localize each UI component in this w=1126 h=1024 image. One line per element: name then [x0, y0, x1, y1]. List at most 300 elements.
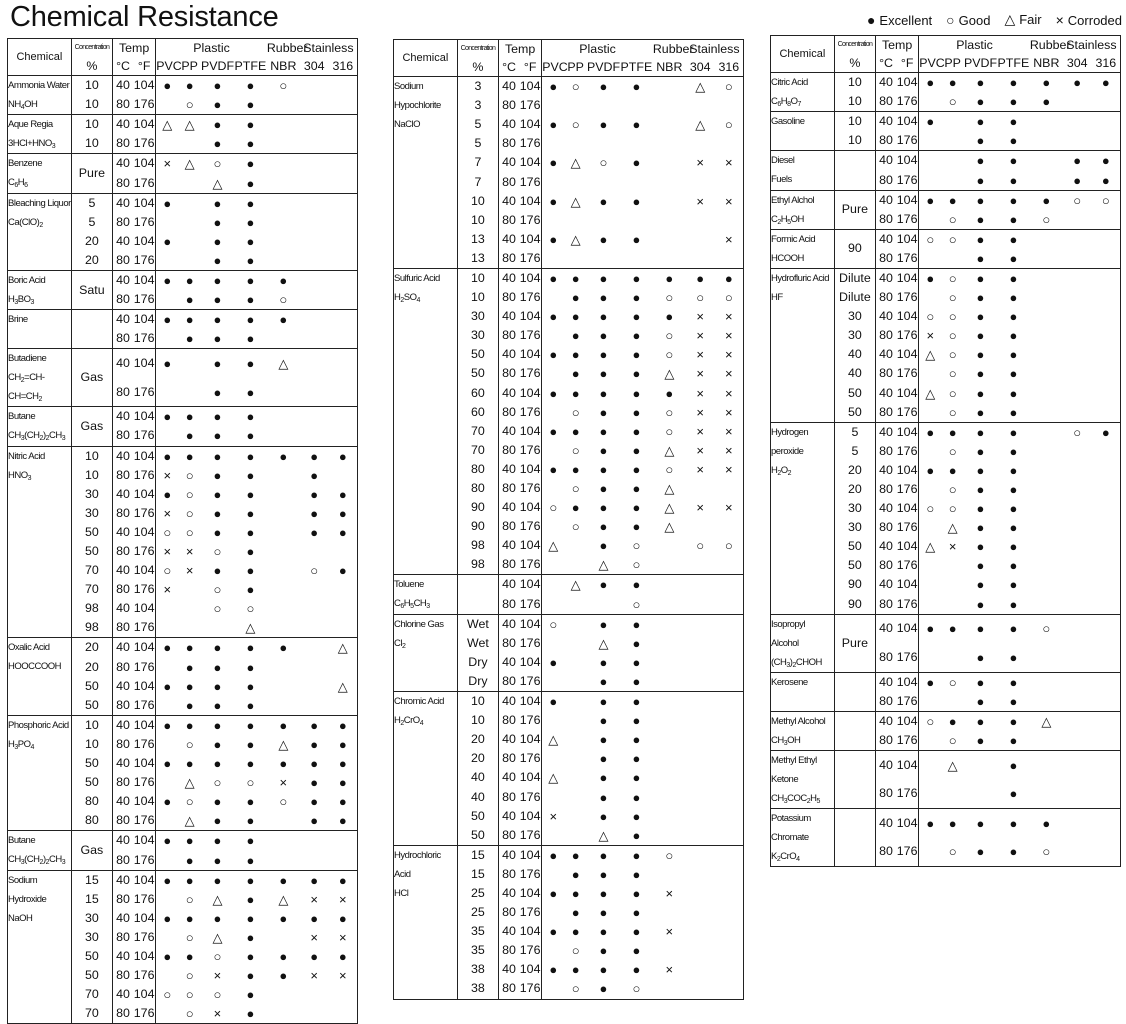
- excellent-icon: ●: [1009, 596, 1018, 612]
- temp-c-cell: 40: [498, 845, 519, 865]
- temp-f-cell: 176: [519, 555, 542, 575]
- rating-cell: [542, 441, 565, 460]
- good-icon: ○: [632, 557, 641, 573]
- table-row: [8, 349, 358, 378]
- rating-cell: [267, 154, 300, 174]
- temp-f-cell: 104: [896, 751, 919, 780]
- rating-cell: [156, 618, 179, 638]
- concentration-cell: [834, 692, 875, 712]
- excellent-icon: ●: [1009, 404, 1018, 420]
- page-title: Chemical Resistance: [10, 1, 279, 33]
- excellent-icon: ●: [267, 638, 300, 658]
- excellent-icon: ●: [246, 736, 255, 752]
- excellent-icon: ●: [201, 715, 234, 735]
- rating-cell: [300, 115, 329, 135]
- rating-cell: [715, 653, 744, 672]
- excellent-icon: ●: [338, 524, 347, 540]
- excellent-icon: ●: [549, 347, 558, 363]
- rating-cell: [1030, 442, 1063, 461]
- corroded-icon: ×: [339, 968, 347, 984]
- good-icon: ○: [213, 601, 222, 617]
- rating-cell: [653, 192, 686, 211]
- excellent-icon: ●: [185, 756, 194, 772]
- fair-icon: △: [184, 813, 195, 829]
- excellent-icon: ●: [246, 1006, 255, 1022]
- excellent-icon: ●: [620, 268, 653, 288]
- excellent-icon: ●: [267, 270, 300, 290]
- rating-cell: [964, 751, 997, 780]
- temp-f-cell: 176: [519, 364, 542, 383]
- table-row: [394, 575, 744, 595]
- chemical-name: Butane $CH_3(CH_2)_2CH_3$: [8, 831, 72, 870]
- temp-c-cell: 40: [116, 910, 130, 925]
- temp-c-cell: 80: [502, 789, 516, 804]
- temp-f-cell: 176: [519, 672, 542, 692]
- concentration-cell: 70: [457, 422, 498, 441]
- excellent-icon: ●: [549, 155, 558, 171]
- temp-f-cell: 104: [519, 884, 542, 903]
- concentration-cell: 5: [457, 134, 498, 153]
- col-header-ptfe: PTFE: [234, 57, 267, 76]
- rating-cell: [542, 555, 565, 575]
- temp-f-cell: 176: [896, 480, 919, 499]
- corroded-icon: ×: [163, 544, 172, 560]
- corroded-icon: ×: [725, 423, 733, 439]
- excellent-icon: ●: [338, 736, 347, 752]
- temp-c-cell: 40: [875, 422, 896, 442]
- rating-cell: [178, 173, 201, 193]
- excellent-icon: ●: [1009, 577, 1018, 593]
- rating-cell: [329, 658, 358, 677]
- excellent-icon: ●: [156, 715, 179, 735]
- rating-cell: [686, 768, 715, 787]
- temp-f-cell: 176: [896, 692, 919, 712]
- temp-f-cell: 176: [519, 595, 542, 615]
- fair-icon: △: [212, 929, 223, 945]
- concentration-cell: 40: [834, 345, 875, 364]
- rating-cell: [1030, 131, 1063, 151]
- excellent-icon: ●: [246, 987, 255, 1003]
- rating-cell: [1030, 112, 1063, 132]
- concentration-cell: 70: [71, 985, 112, 1004]
- rating-cell: [329, 407, 358, 427]
- rating-cell: [919, 210, 942, 230]
- rating-cell: [1063, 364, 1092, 383]
- rating-cell: [1063, 731, 1092, 751]
- excellent-icon: ●: [310, 756, 319, 772]
- rating-cell: [653, 653, 686, 672]
- excellent-icon: ●: [632, 905, 641, 921]
- excellent-icon: ●: [338, 948, 347, 964]
- temp-c-cell: 40: [498, 77, 519, 97]
- excellent-icon: ●: [919, 422, 942, 442]
- rating-cell: [1030, 345, 1063, 364]
- temp-c-cell: 80: [116, 428, 130, 443]
- concentration-cell: 50: [834, 537, 875, 556]
- rating-cell: [941, 170, 964, 190]
- temp-f-cell: 176: [133, 95, 156, 115]
- rating-cell: [1063, 461, 1092, 480]
- rating-cell: [329, 290, 358, 310]
- excellent-icon: ●: [246, 486, 255, 502]
- rating-cell: [542, 517, 565, 536]
- temp-c-cell: 80: [502, 713, 516, 728]
- rating-cell: [156, 966, 179, 985]
- good-icon: ○: [213, 987, 222, 1003]
- concentration-cell: 60: [457, 384, 498, 403]
- excellent-icon: ●: [246, 968, 255, 984]
- excellent-icon: ●: [620, 692, 653, 712]
- temp-c-cell: 80: [879, 558, 893, 573]
- excellent-icon: ●: [267, 870, 300, 890]
- rating-cell: [329, 466, 358, 485]
- excellent-icon: ●: [715, 268, 744, 288]
- rating-cell: [300, 407, 329, 427]
- temp-f-cell: 104: [896, 575, 919, 594]
- rating-cell: [1063, 384, 1092, 403]
- temp-c-cell: 40: [502, 962, 516, 977]
- temp-c-cell: 80: [502, 98, 516, 113]
- rating-cell: [329, 831, 358, 851]
- excellent-icon: ●: [941, 422, 964, 442]
- temp-c-cell: 40: [502, 231, 516, 246]
- concentration-cell: 7: [457, 172, 498, 191]
- excellent-icon: ●: [599, 347, 608, 363]
- temp-f-cell: 176: [519, 172, 542, 191]
- temp-c-cell: 40: [875, 268, 896, 288]
- rating-cell: [686, 884, 715, 903]
- temp-c-cell: 40: [112, 638, 133, 658]
- chemical-header: Chemical: [394, 40, 458, 77]
- excellent-icon: ●: [201, 349, 234, 378]
- excellent-icon: ●: [178, 715, 201, 735]
- excellent-icon: ●: [632, 635, 641, 651]
- temp-header: Temp: [498, 40, 541, 59]
- rating-cell: [1063, 614, 1092, 643]
- good-icon: ○: [213, 582, 222, 598]
- excellent-icon: ●: [632, 808, 641, 824]
- excellent-icon: ●: [338, 563, 347, 579]
- rating-cell: [267, 426, 300, 446]
- excellent-icon: ●: [587, 77, 620, 97]
- table-row: [771, 751, 1121, 780]
- excellent-icon: ●: [1030, 809, 1063, 838]
- excellent-icon: ●: [571, 500, 580, 516]
- good-icon: ○: [246, 775, 255, 791]
- rating-cell: [1030, 170, 1063, 190]
- fair-icon: △: [337, 678, 348, 694]
- good-icon: ○: [946, 11, 955, 28]
- concentration-cell: Dilute: [834, 268, 875, 288]
- excellent-icon: ●: [201, 407, 234, 427]
- good-icon: ○: [267, 76, 300, 96]
- excellent-icon: ●: [599, 538, 608, 554]
- temp-c-cell: 80: [116, 891, 130, 906]
- excellent-icon: ●: [213, 428, 222, 444]
- temp-f-cell: 104: [896, 461, 919, 480]
- concentration-cell: 10: [71, 446, 112, 466]
- temp-c-cell: 40: [879, 385, 893, 400]
- excellent-icon: ●: [976, 558, 985, 574]
- rating-cell: [564, 134, 587, 153]
- excellent-icon: ●: [997, 268, 1030, 288]
- rating-cell: [919, 780, 942, 809]
- excellent-icon: ●: [599, 924, 608, 940]
- rating-cell: [267, 811, 300, 831]
- rating-cell: [1030, 751, 1063, 780]
- excellent-icon: ●: [632, 231, 641, 247]
- rating-cell: [653, 575, 686, 595]
- chemical-name: Ammonia Water $NH_4OH$: [8, 76, 72, 115]
- percent-header: %: [457, 58, 498, 77]
- excellent-icon: ●: [234, 349, 267, 378]
- concentration-cell: 50: [71, 542, 112, 561]
- excellent-icon: ●: [267, 715, 300, 735]
- temp-c-cell: 40: [116, 678, 130, 693]
- temp-f-cell: 104: [133, 154, 156, 174]
- temp-c-cell: 40: [502, 500, 516, 515]
- excellent-icon: ●: [213, 97, 222, 113]
- excellent-icon: ●: [156, 349, 179, 378]
- chemical-name: Brine: [8, 310, 72, 349]
- temp-f-cell: 176: [133, 850, 156, 870]
- concentration-cell: 70: [457, 441, 498, 460]
- temp-c-cell: 80: [502, 442, 516, 457]
- excellent-icon: ●: [587, 845, 620, 865]
- excellent-icon: ●: [201, 115, 234, 135]
- concentration-cell: 50: [71, 754, 112, 773]
- temp-f-cell: 104: [519, 307, 542, 326]
- excellent-icon: ●: [599, 654, 608, 670]
- rating-cell: [300, 831, 329, 851]
- rating-cell: [919, 288, 942, 307]
- temp-f-cell: 176: [133, 1004, 156, 1024]
- excellent-icon: ●: [1009, 328, 1018, 344]
- corroded-icon: ×: [725, 442, 733, 458]
- rating-cell: [542, 249, 565, 269]
- excellent-icon: ●: [632, 866, 641, 882]
- temp-c-cell: 80: [116, 544, 130, 559]
- temp-c-cell: 40: [498, 614, 519, 634]
- rating-cell: [1030, 672, 1063, 692]
- excellent-icon: ●: [156, 310, 179, 330]
- good-icon: ○: [564, 77, 587, 97]
- excellent-icon: ●: [234, 870, 267, 890]
- rating-cell: [329, 542, 358, 561]
- fair-icon: △: [245, 620, 256, 636]
- temp-c-cell: 80: [502, 905, 516, 920]
- good-icon: ○: [571, 404, 580, 420]
- rating-cell: [300, 251, 329, 271]
- temp-f-cell: 176: [519, 134, 542, 153]
- rating-cell: [329, 329, 358, 349]
- corroded-icon: ×: [163, 467, 172, 483]
- corroded-icon: ×: [696, 404, 704, 420]
- rating-cell: [156, 378, 179, 407]
- rating-cell: [715, 941, 744, 960]
- excellent-icon: ●: [201, 638, 234, 658]
- concentration-cell: 10: [457, 268, 498, 288]
- temp-f-cell: 176: [896, 170, 919, 190]
- corroded-icon: ×: [696, 309, 704, 325]
- rating-cell: [329, 618, 358, 638]
- temp-f-cell: 176: [133, 426, 156, 446]
- excellent-icon: ●: [246, 331, 255, 347]
- concentration-cell: 10: [71, 466, 112, 485]
- temp-c-cell: 40: [116, 756, 130, 771]
- rating-cell: [300, 193, 329, 213]
- excellent-icon: ●: [976, 539, 985, 555]
- rating-cell: [1030, 643, 1063, 672]
- temp-c-cell: 40: [875, 190, 896, 210]
- celsius-header: °C: [875, 54, 896, 73]
- rating-cell: [1092, 575, 1121, 594]
- excellent-icon: ●: [178, 831, 201, 851]
- rating-cell: [715, 979, 744, 999]
- excellent-icon: ●: [599, 673, 608, 689]
- excellent-icon: ●: [246, 175, 255, 191]
- rating-cell: [941, 575, 964, 594]
- excellent-icon: ●: [185, 659, 194, 675]
- temp-c-cell: 40: [112, 115, 133, 135]
- rating-cell: [1092, 210, 1121, 230]
- table-row: [771, 112, 1121, 132]
- fahrenheit-header: °F: [896, 54, 919, 73]
- good-icon: ○: [632, 596, 641, 612]
- good-icon: ○: [665, 461, 674, 477]
- temp-f-cell: 104: [896, 229, 919, 249]
- rating-cell: [1092, 307, 1121, 326]
- good-icon: ○: [724, 117, 733, 133]
- chemical-name: Gasoline: [771, 112, 835, 151]
- excellent-icon: ●: [571, 461, 580, 477]
- excellent-icon: ●: [246, 524, 255, 540]
- rating-cell: [1092, 229, 1121, 249]
- temp-c-cell: 80: [879, 250, 893, 265]
- temp-f-cell: 176: [519, 865, 542, 884]
- rating-cell: [653, 692, 686, 712]
- rating-cell: [564, 826, 587, 846]
- concentration-cell: 70: [71, 1004, 112, 1024]
- good-icon: ○: [213, 544, 222, 560]
- good-icon: ○: [948, 732, 957, 748]
- temp-f-cell: 176: [519, 634, 542, 653]
- excellent-icon: ●: [246, 505, 255, 521]
- rating-cell: [564, 614, 587, 634]
- rating-cell: [329, 76, 358, 96]
- rating-cell: [267, 504, 300, 523]
- excellent-icon: ●: [599, 500, 608, 516]
- temp-f-cell: 104: [133, 523, 156, 542]
- table-row: [8, 831, 358, 851]
- good-icon: ○: [948, 328, 957, 344]
- temp-f-cell: 176: [896, 326, 919, 345]
- temp-c-cell: 40: [502, 732, 516, 747]
- temp-f-cell: 104: [133, 754, 156, 773]
- rating-cell: [653, 941, 686, 960]
- temp-c-cell: 40: [116, 486, 130, 501]
- temp-f-cell: 104: [519, 807, 542, 826]
- excellent-icon: ●: [571, 347, 580, 363]
- excellent-icon: ●: [1073, 172, 1082, 188]
- rating-cell: [1030, 268, 1063, 288]
- rating-cell: [542, 634, 565, 653]
- rating-cell: [267, 985, 300, 1004]
- excellent-icon: ●: [632, 500, 641, 516]
- concentration-cell: 98: [71, 618, 112, 638]
- excellent-icon: ●: [632, 751, 641, 767]
- table-row: [8, 193, 358, 213]
- excellent-icon: ●: [866, 11, 876, 28]
- rating-cell: [1092, 288, 1121, 307]
- excellent-icon: ●: [620, 575, 653, 595]
- rating-cell: [1063, 326, 1092, 345]
- resistance-table-3: [770, 35, 1121, 867]
- good-icon: ○: [185, 97, 194, 113]
- chemical-name: Kerosene: [771, 672, 835, 711]
- resistance-table-2: [393, 39, 744, 1000]
- rating-cell: [686, 479, 715, 498]
- excellent-icon: ●: [201, 270, 234, 290]
- rating-cell: [1063, 403, 1092, 423]
- temp-f-cell: 176: [519, 826, 542, 846]
- concentration-cell: 50: [71, 966, 112, 985]
- rating-cell: [156, 928, 179, 947]
- good-icon: ○: [653, 845, 686, 865]
- temp-f-cell: 104: [519, 115, 542, 134]
- rating-cell: [653, 211, 686, 230]
- temp-f-cell: 104: [896, 307, 919, 326]
- chemical-header: Chemical: [8, 39, 72, 76]
- excellent-icon: ●: [542, 268, 565, 288]
- temp-f-cell: 104: [133, 349, 156, 378]
- rating-cell: [1092, 672, 1121, 692]
- excellent-icon: ●: [549, 461, 558, 477]
- excellent-icon: ●: [246, 428, 255, 444]
- good-icon: ○: [1042, 211, 1051, 227]
- col-header-nbr: NBR: [267, 57, 300, 76]
- concentration-cell: 40: [457, 768, 498, 787]
- excellent-icon: ●: [185, 428, 194, 444]
- rating-cell: [300, 310, 329, 330]
- excellent-icon: ●: [185, 331, 194, 347]
- temp-f-cell: 176: [896, 442, 919, 461]
- excellent-icon: ●: [599, 519, 608, 535]
- rating-cell: [686, 134, 715, 153]
- corroded-icon: ×: [665, 924, 674, 940]
- excellent-icon: ●: [213, 524, 222, 540]
- temp-c-cell: 80: [879, 649, 893, 664]
- rating-cell: [564, 692, 587, 712]
- fair-icon: △: [664, 442, 675, 458]
- excellent-icon: ●: [1063, 73, 1092, 93]
- good-icon: ○: [948, 404, 957, 420]
- concentration-cell: [834, 151, 875, 171]
- rating-cell: [715, 555, 744, 575]
- celsius-header: °C: [112, 57, 133, 76]
- temp-f-cell: 176: [896, 131, 919, 151]
- rating-cell: [300, 658, 329, 677]
- temp-f-cell: 104: [896, 112, 919, 132]
- excellent-icon: ●: [201, 193, 234, 213]
- rating-cell: [686, 903, 715, 922]
- excellent-icon: ●: [599, 461, 608, 477]
- rating-cell: [542, 172, 565, 191]
- concentration-cell: 35: [457, 941, 498, 960]
- excellent-icon: ●: [1092, 151, 1121, 171]
- temp-f-cell: 176: [519, 711, 542, 730]
- chemical-name: Chromic Acid $H_2CrO_4$: [394, 692, 458, 846]
